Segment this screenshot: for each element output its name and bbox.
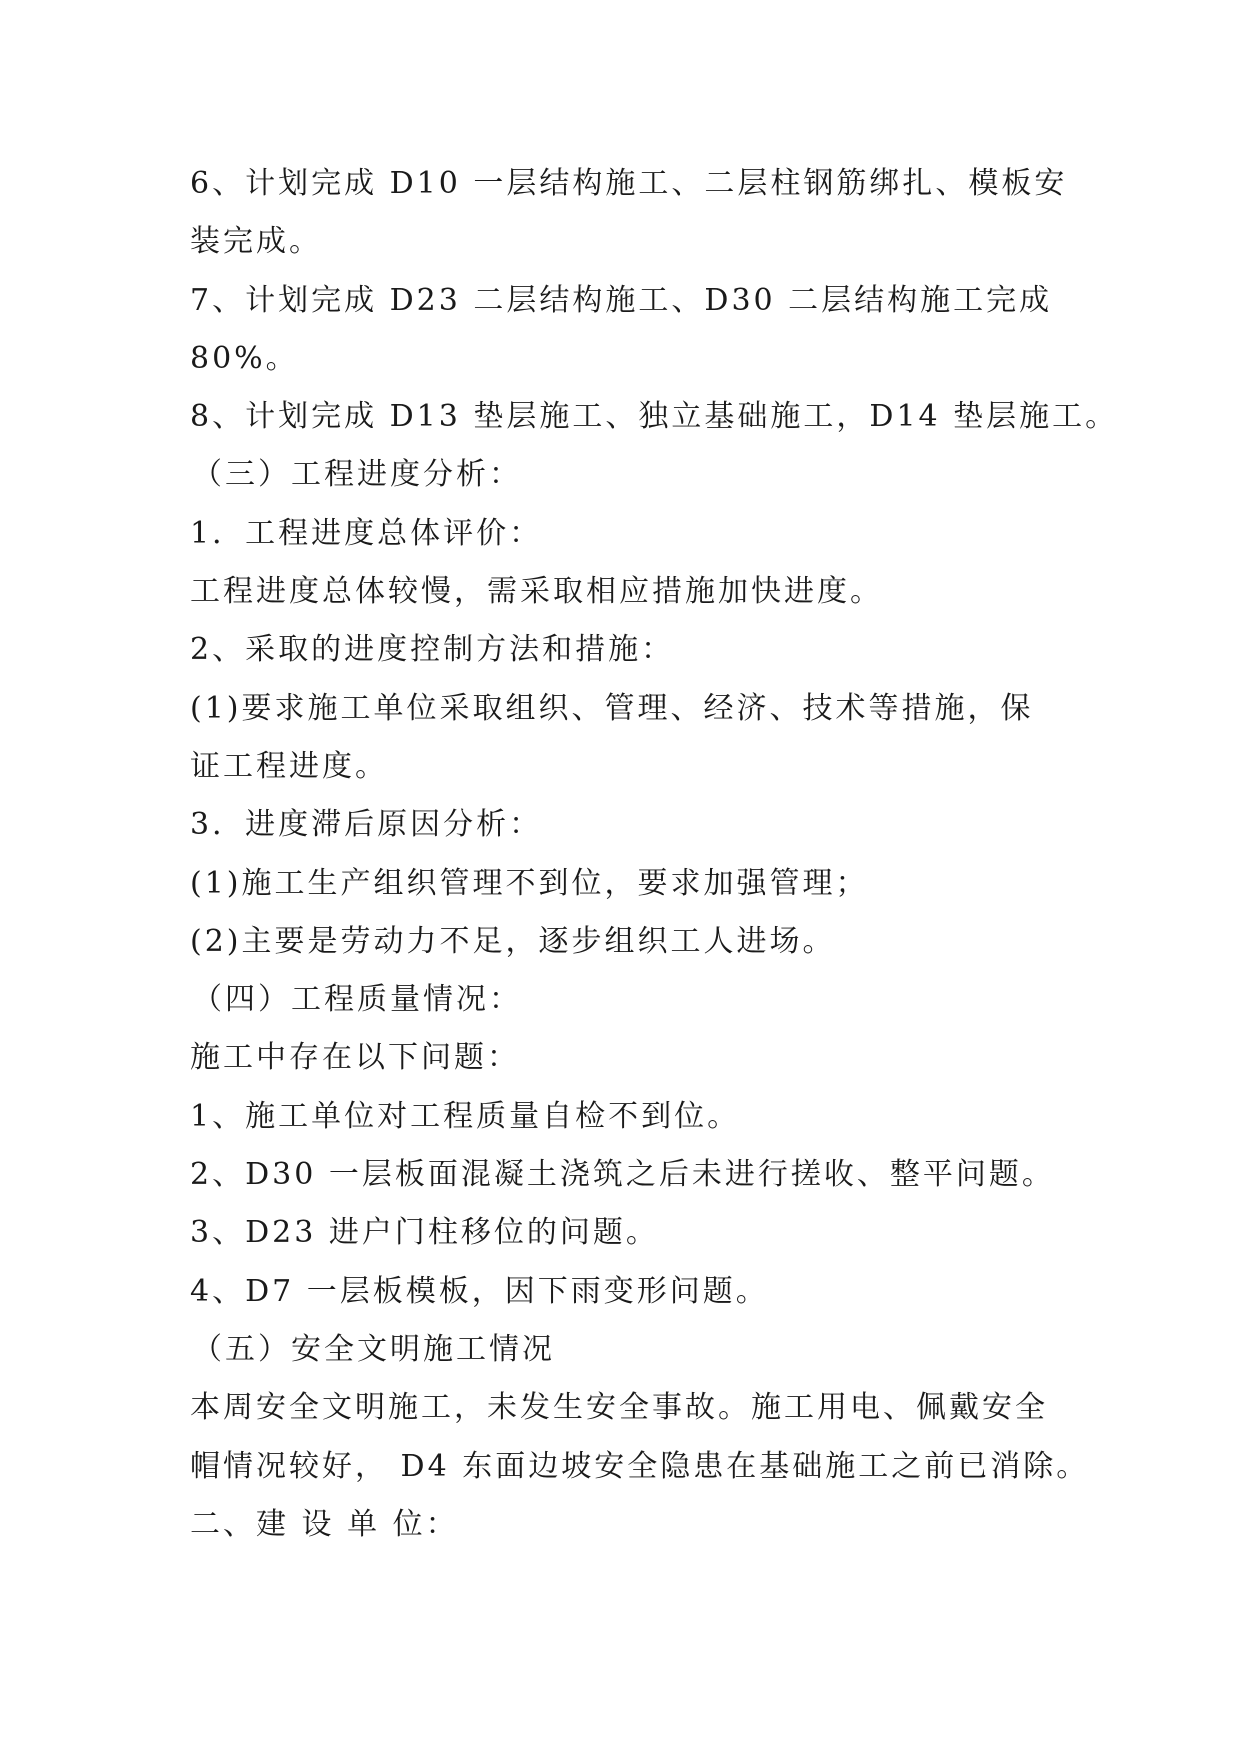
list-item-issue-4: 4、D7 一层板模板，因下雨变形问题。: [190, 1273, 769, 1309]
section-heading-quality: （四）工程质量情况：: [192, 982, 522, 1018]
section-heading-safety: （五）安全文明施工情况: [192, 1331, 555, 1367]
list-item-plan-6-continued: 装完成。: [190, 224, 322, 260]
list-item-issue-3: 3、D23 进户门柱移位的问题。: [190, 1215, 659, 1251]
list-item-plan-7: 7、计划完成 D23 二层结构施工、D30 二层结构施工完成: [190, 282, 1053, 318]
list-item-issue-1: 1、施工单位对工程质量自检不到位。: [190, 1098, 741, 1134]
list-item-measure-1-continued: 证工程进度。: [190, 748, 388, 784]
list-item-plan-8: 8、计划完成 D13 垫层施工、独立基础施工，D14 垫层施工。: [190, 399, 1119, 435]
list-item-cause-2: (2)主要是劳动力不足，逐步组织工人进场。: [190, 923, 836, 959]
list-item-plan-7-continued: 80%。: [190, 340, 299, 376]
paragraph-overall-evaluation: 工程进度总体较慢，需采取相应措施加快进度。: [190, 574, 883, 610]
list-item-plan-6: 6、计划完成 D10 一层结构施工、二层柱钢筋绑扎、模板安: [190, 166, 1068, 201]
paragraph-safety: 本周安全文明施工，未发生安全事故。施工用电、佩戴安全: [190, 1390, 1048, 1426]
list-item-measure-1: (1)要求施工单位采取组织、管理、经济、技术等措施，保: [190, 690, 1034, 726]
list-item-issue-2: 2、D30 一层板面混凝土浇筑之后未进行搓收、整平问题。: [190, 1157, 1055, 1193]
document-body: [190, 155, 1190, 1554]
section-heading-owner: 二、建 设 单 位：: [190, 1506, 459, 1542]
subheading-control-measures: 2、采取的进度控制方法和措施：: [190, 632, 675, 668]
paragraph-safety-continued: 帽情况较好， D4 东面边坡安全隐患在基础施工之前已消除。: [190, 1448, 1090, 1484]
paragraph-quality-intro: 施工中存在以下问题：: [190, 1040, 520, 1076]
section-heading-progress-analysis: （三）工程进度分析：: [192, 457, 522, 493]
subheading-overall-evaluation: 1．工程进度总体评价：: [190, 515, 543, 551]
list-item-cause-1: (1)施工生产组织管理不到位，要求加强管理；: [190, 865, 869, 901]
subheading-delay-causes: 3．进度滞后原因分析：: [190, 807, 543, 843]
